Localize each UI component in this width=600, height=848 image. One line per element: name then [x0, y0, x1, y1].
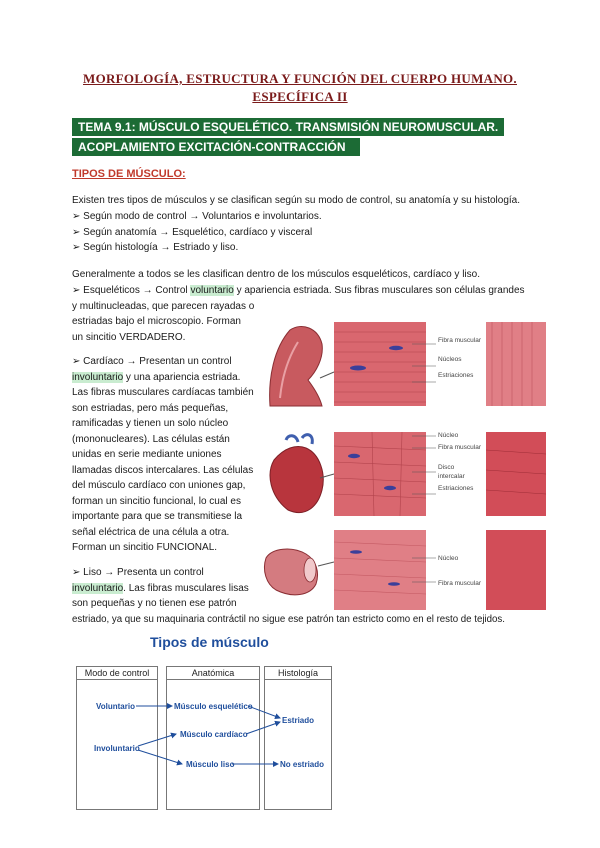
label-disco: Disco intercalar [438, 464, 465, 480]
label-nucleo: Núcleo [438, 555, 459, 562]
cardiac-line: Forman un sincitio FUNCIONAL. [72, 542, 218, 553]
cardiac-line: son estriadas, pero más pequeñas, [72, 402, 229, 414]
header-anatomy: Anatómica [167, 667, 259, 680]
cardiac-highlight: involuntario [72, 371, 124, 383]
document-title [60, 70, 540, 106]
smooth-line-1: ➢ Liso → Presenta un control [72, 567, 204, 578]
label-fibra: Fibra muscular [438, 337, 481, 344]
cardiac-line: importante para que se transmitiese la [72, 511, 243, 522]
cardiac-line: del músculo cardíaco con uniones gap, [72, 480, 246, 491]
smooth-highlight: involuntario [72, 582, 124, 594]
skeletal-muscle-figure [262, 318, 548, 410]
histology-striated: Estriado [282, 716, 315, 725]
smooth-line-3: son pequeñas y no tienen ese patrón [72, 598, 237, 609]
label-fibra: Fibra muscular [438, 580, 481, 587]
label-nucleo: Núcleo [438, 432, 459, 439]
intro-paragraph: Existen tres tipos de músculos y se clasifican según su modo de control, su anatomía y su histología. [72, 195, 521, 206]
arm-muscle-illustration [270, 326, 323, 406]
general-paragraph: Generalmente a todos se les clasifican dentro de los músculos esqueléticos, cardíaco y liso. [72, 269, 480, 280]
cardiac-l2-post: y una apariencia estriada. [123, 371, 241, 383]
nucleus [384, 486, 396, 490]
heart-vessels [286, 435, 312, 444]
lumen [304, 558, 316, 582]
diagram-arrows [76, 632, 334, 812]
smooth-tissue-b [486, 530, 546, 610]
pointer-arrow [320, 372, 334, 378]
bullet-anatomy: ➢ Según anatomía → Esquelético, cardíaco y visceral [72, 226, 313, 238]
control-involuntary: Involuntario [94, 744, 140, 753]
nucleus [350, 550, 362, 554]
cardiac-paragraph [72, 354, 268, 556]
muscle-types-diagram [76, 632, 334, 782]
skeletal-line-2: y multinucleadas, que parecen rayadas o [72, 300, 255, 312]
label-estriaciones: Estriaciones [438, 372, 474, 379]
cardiac-line: señal eléctrica de una célula a otra. [72, 526, 230, 538]
section-title: TIPOS DE MÚSCULO: [72, 168, 186, 180]
nucleus [350, 366, 366, 371]
cardiac-tissue-a [334, 432, 426, 516]
cardiac-labels [438, 431, 481, 493]
histology-nonstriated: No estriado [280, 760, 325, 769]
bullet-histology: ➢ Según histología → Estriado y liso. [72, 242, 239, 253]
nucleus [388, 582, 400, 586]
heart-illustration [270, 447, 323, 513]
cardiac-line: (mononucleares). Las células están [72, 433, 230, 445]
bullet-control: ➢ Según modo de control → Voluntarios e involuntarios. [72, 211, 322, 222]
cardiac-line-2 [72, 370, 268, 386]
anatomy-smooth: Músculo liso [186, 760, 235, 769]
nucleus [389, 346, 403, 350]
smooth-l2-post: . Las fibras musculares lisas [123, 582, 249, 594]
skeletal-tissue-b [486, 322, 546, 406]
skeletal-pre: ➢ Esqueléticos → Control [72, 285, 191, 296]
smooth-tissue-a [334, 530, 426, 610]
skeletal-line-3: estriadas bajo el microscopio. Forman [72, 316, 241, 327]
topic-band-2: ACOPLAMIENTO EXCITACIÓN-CONTRACCIÓN [72, 138, 360, 156]
anatomy-skeletal: Músculo esquelético [174, 702, 253, 711]
skeletal-highlight: voluntario [190, 285, 234, 296]
diagram-title: Tipos de músculo [150, 634, 269, 650]
smooth-line-4: estriado, ya que su maquinaria contráctil no sigue ese patrón tan estricto como en el resto de tejidos. [72, 613, 505, 625]
cardiac-line-1: ➢ Cardíaco → Presentan un control [72, 356, 232, 367]
bullet-list [72, 209, 542, 256]
cardiac-line: llamadas discos intercalares. Las células [72, 464, 254, 476]
cardiac-line: ramificadas y tienen un solo núcleo [72, 418, 229, 429]
smooth-labels [438, 554, 481, 588]
pointer-arrow [318, 562, 334, 566]
skeletal-line-4: un sincitio VERDADERO. [72, 331, 186, 343]
header-control: Modo de control [77, 667, 157, 680]
skeletal-post: y apariencia estriada. Sus fibras musculares son células grandes [233, 285, 525, 296]
label-fibra: Fibra muscular [438, 444, 481, 451]
skeletal-tissue-a [334, 322, 426, 406]
title-line-1: MORFOLOGÍA, ESTRUCTURA Y FUNCIÓN DEL CUERPO HUMANO. [83, 71, 517, 86]
header-histology: Histología [265, 667, 331, 680]
label-estriaciones: Estriaciones [438, 485, 474, 492]
anatomy-cardiac: Músculo cardíaco [180, 730, 248, 739]
skeletal-labels [438, 336, 481, 380]
cardiac-tissue-b [486, 432, 546, 516]
smooth-muscle-figure [262, 528, 548, 612]
cardiac-line: unidas en serie mediante uniones [72, 449, 222, 460]
skeletal-line-1 [72, 283, 542, 299]
cardiac-muscle-figure [262, 430, 548, 518]
topic-band-1: TEMA 9.1: MÚSCULO ESQUELÉTICO. TRANSMISIÓN NEUROMUSCULAR. [72, 118, 504, 136]
label-nucleos: Núcleos [438, 356, 462, 363]
title-line-2: ESPECÍFICA II [252, 89, 348, 104]
nucleus [348, 454, 360, 458]
cardiac-line: Las fibras musculares cardíacas también [72, 387, 254, 398]
cardiac-line: forman un sincitio funcional, lo cual es [72, 495, 241, 507]
control-voluntary: Voluntario [96, 702, 135, 711]
